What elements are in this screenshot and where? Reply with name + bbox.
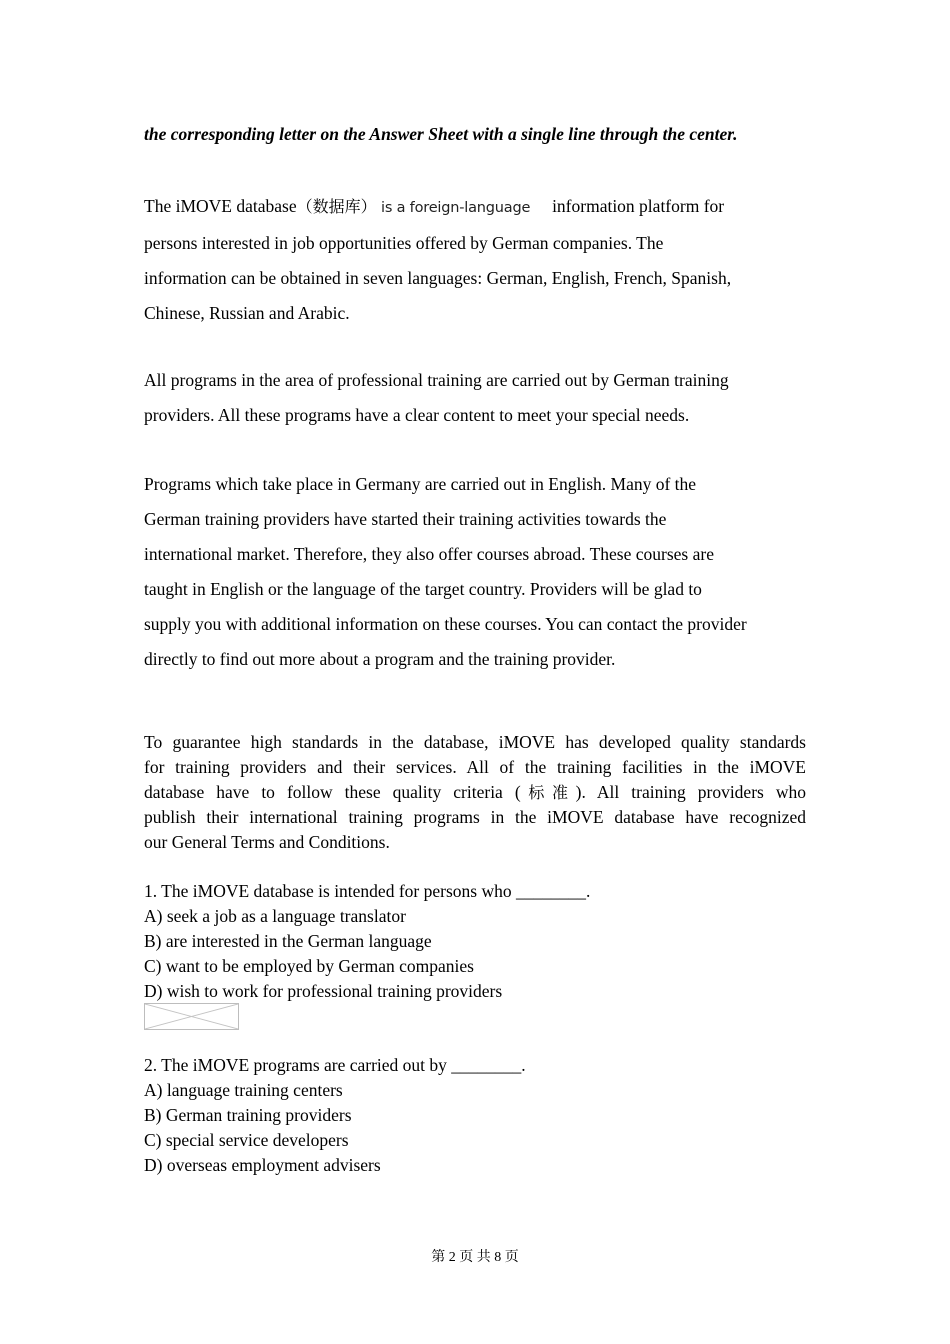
paragraph-4: [144, 730, 806, 855]
question-stem: 2. The iMOVE programs are carried out by ________.: [144, 1055, 526, 1075]
paragraph-3-line: German training providers have started their training activities towards the: [144, 509, 667, 529]
answer-option[interactable]: C) special service developers: [144, 1130, 349, 1150]
paragraph-3-line: Programs which take place in Germany are carried out in English. Many of the: [144, 474, 697, 494]
paragraph-4-line: To guarantee high standards in the database, iMOVE has developed quality standards: [144, 732, 806, 752]
paragraph-1-line: persons interested in job opportunities offered by German companies. The: [144, 233, 664, 253]
chinese-gloss: （数据库）: [296, 197, 377, 216]
paragraph-3-line: international market. Therefore, they also offer courses abroad. These courses are: [144, 544, 714, 564]
paragraph-4-line: publish their international training programs in the iMOVE database have recognized: [144, 807, 806, 827]
answer-option[interactable]: B) German training providers: [144, 1105, 352, 1125]
answer-option[interactable]: A) seek a job as a language translator: [144, 906, 406, 926]
question-stem: 1. The iMOVE database is intended for persons who ________.: [144, 881, 591, 901]
paragraph-1-line: Chinese, Russian and Arabic.: [144, 303, 350, 323]
paragraph-2-line: All programs in the area of professional training are carried out by German training: [144, 370, 729, 390]
chinese-gloss: 标准: [520, 783, 576, 802]
broken-image-placeholder: [144, 1003, 239, 1030]
question-2: [144, 1053, 806, 1178]
paragraph-4-line: our General Terms and Conditions.: [144, 832, 390, 852]
paragraph-4-text: database have to follow these quality criteria (: [144, 782, 521, 802]
answer-option[interactable]: D) overseas employment advisers: [144, 1155, 381, 1175]
paragraph-2: [144, 363, 808, 433]
broken-image-icon: [145, 1004, 238, 1029]
font-mismatch-snippet: is a foreign-language: [380, 200, 531, 216]
paragraph-1-text: The iMOVE database: [144, 196, 297, 216]
paragraph-2-line: providers. All these programs have a clear content to meet your special needs.: [144, 405, 690, 425]
paragraph-4-line: [144, 780, 806, 805]
paragraph-3-line: taught in English or the language of the target country. Providers will be glad to: [144, 579, 702, 599]
paragraph-1-line: [144, 189, 808, 226]
answer-option[interactable]: C) want to be employed by German companies: [144, 956, 474, 976]
paragraph-3-line: supply you with additional information on these courses. You can contact the provider: [144, 614, 747, 634]
question-1: [144, 879, 806, 1004]
answer-option[interactable]: A) language training centers: [144, 1080, 343, 1100]
answer-option[interactable]: B) are interested in the German language: [144, 931, 432, 951]
paragraph-3-line: directly to find out more about a program and the training provider.: [144, 649, 616, 669]
paragraph-3: [144, 467, 808, 677]
paragraph-4-line: for training providers and their services. All of the training facilities in the iMOVE: [144, 757, 806, 777]
paragraph-1-line: information can be obtained in seven languages: German, English, French, Spanish,: [144, 268, 732, 288]
paragraph-4-text: ). All training providers who: [575, 782, 806, 802]
instruction-text: the corresponding letter on the Answer Sheet with a single line through the center.: [144, 124, 738, 144]
page-footer: 第 2 页 共 8 页: [431, 1250, 519, 1265]
paragraph-1-text: information platform for: [552, 196, 725, 216]
answer-option[interactable]: D) wish to work for professional training providers: [144, 981, 503, 1001]
paragraph-1: [144, 189, 808, 331]
